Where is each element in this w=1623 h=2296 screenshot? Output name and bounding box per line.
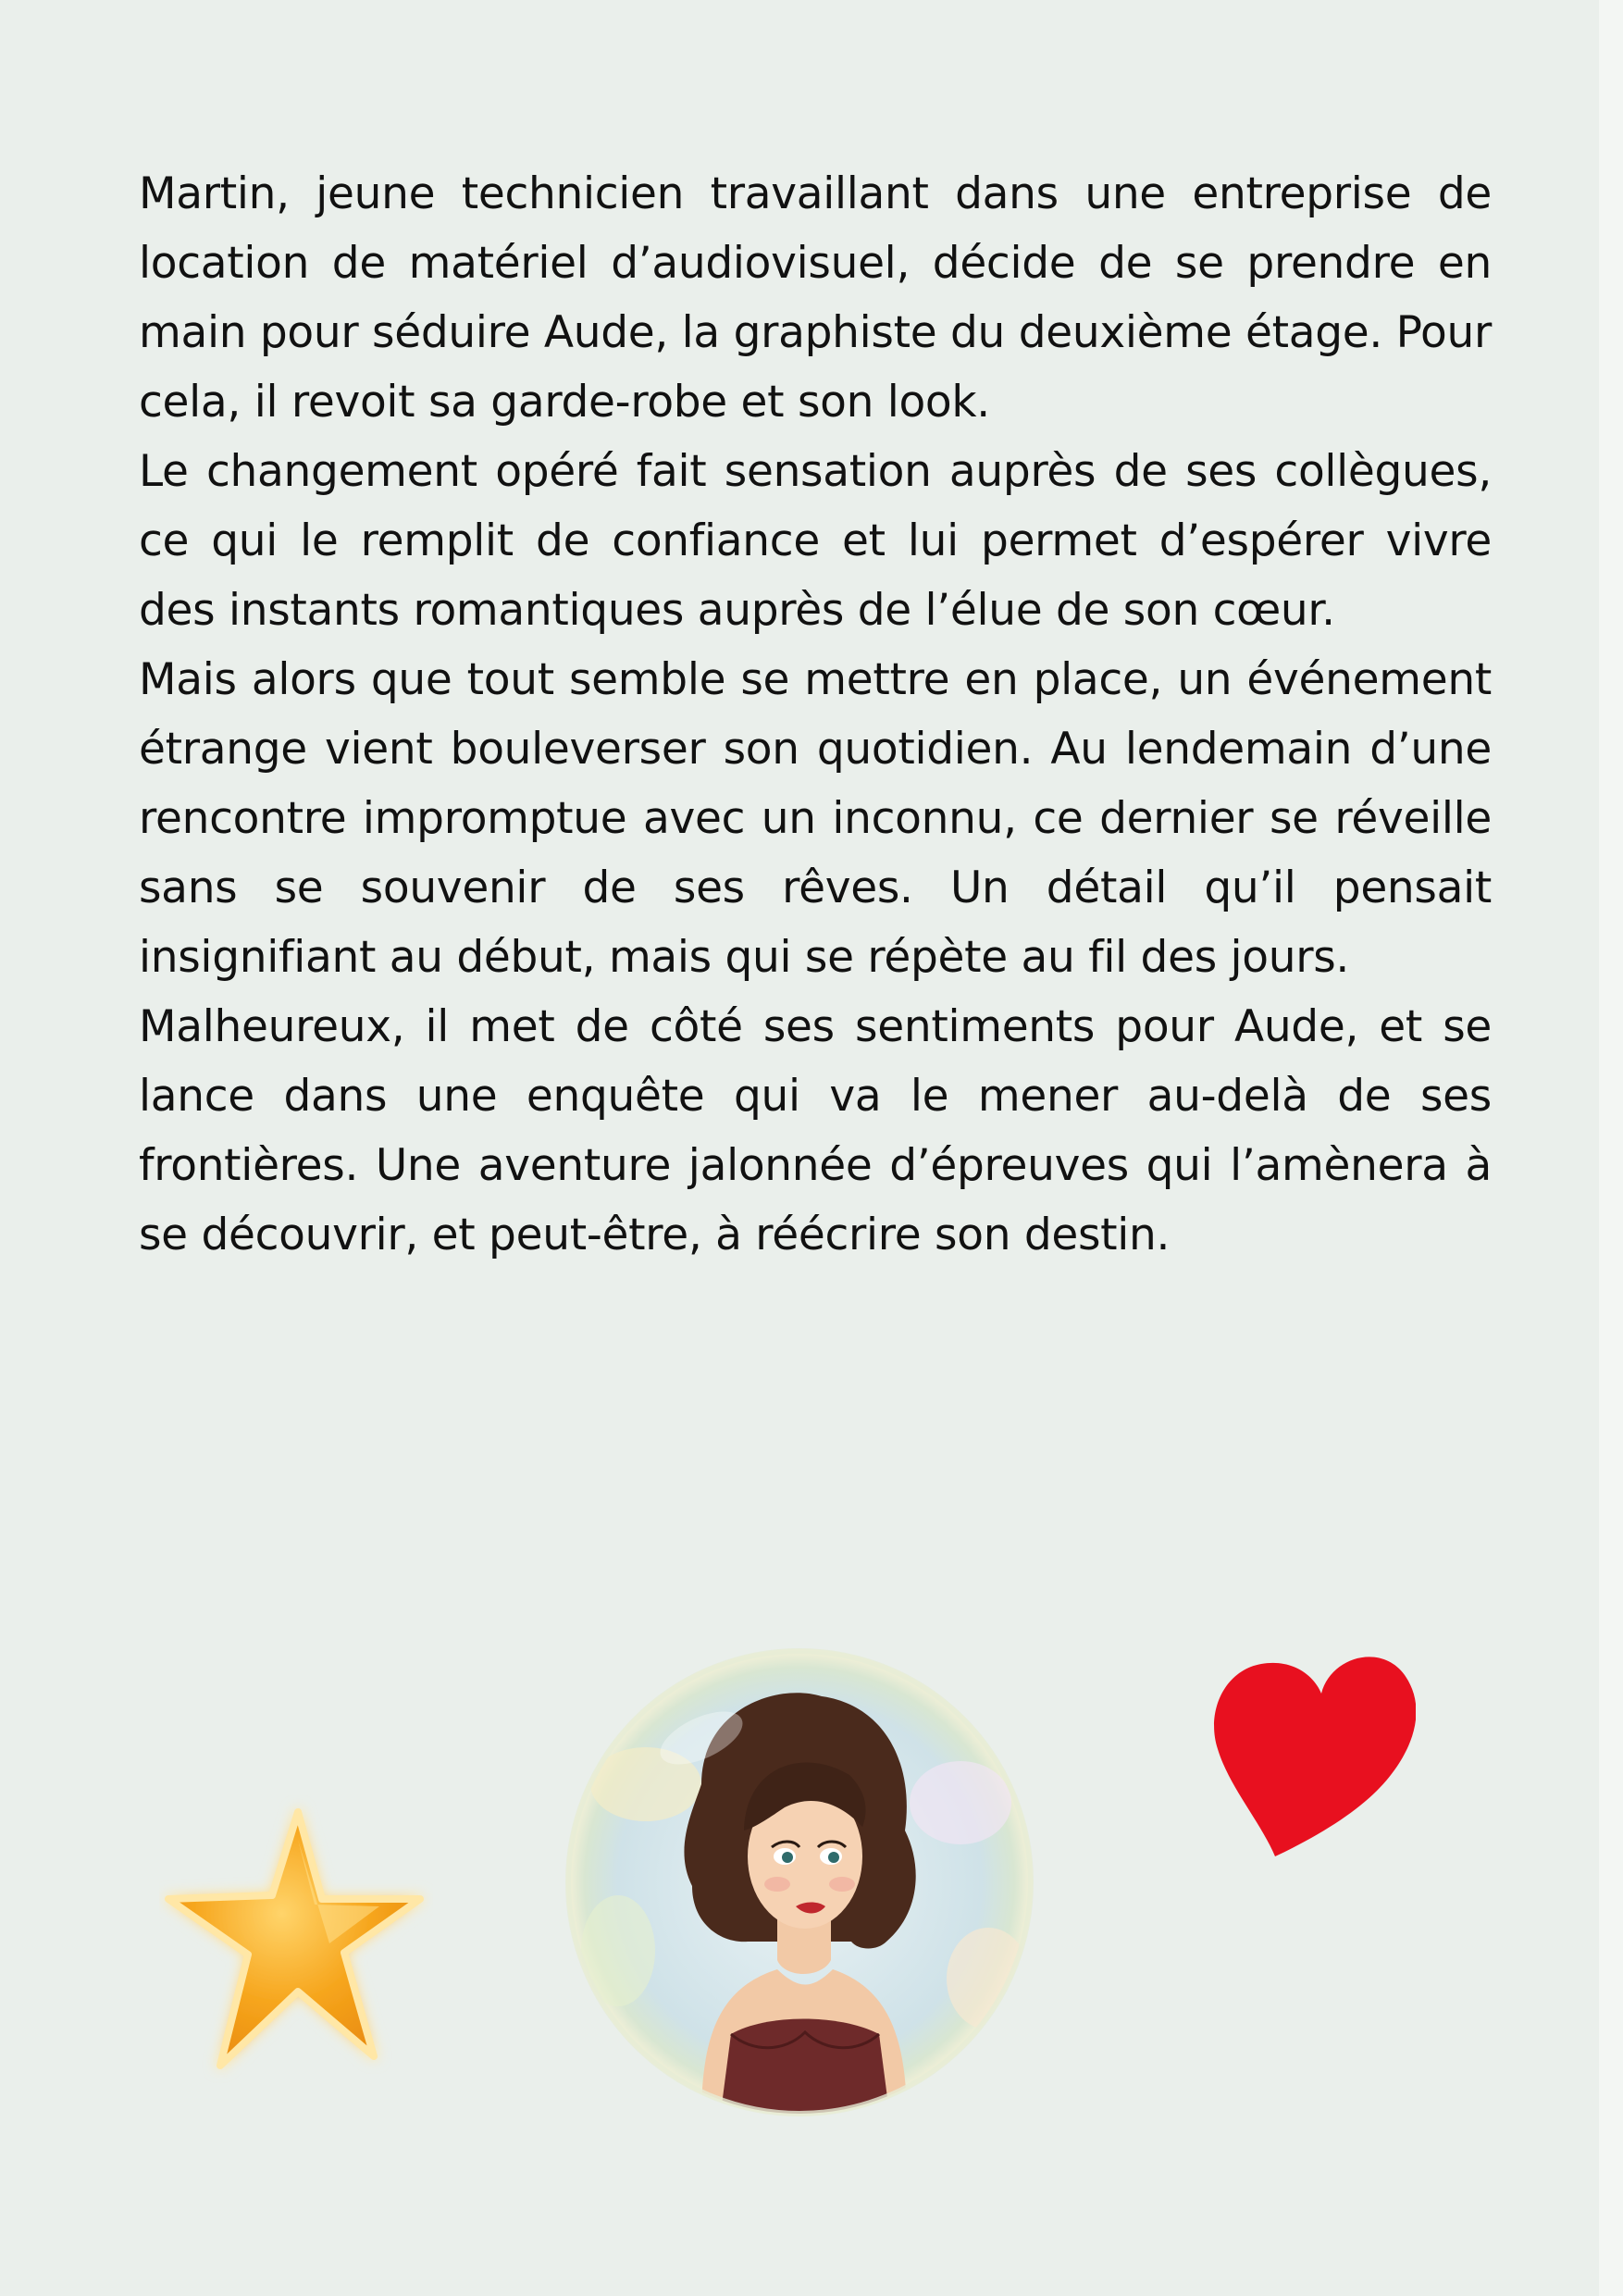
- heart-icon: [1210, 1638, 1416, 1856]
- portrait-bubble: [563, 1645, 1036, 2119]
- blurb-paragraph-3: Mais alors que tout semble se mettre en place, un événement étrange vient bouleverser son quotidien. Au lendemain d’une rencontre impromptue avec un inconnu, ce dernier se réveille sans se souvenir de ses rêves. Un détail qu’il pensait insignifiant au début, mais qui se répète au fil des jours.: [139, 654, 1492, 983]
- page-edge-strip: [1599, 0, 1623, 2296]
- heart-shape: [1214, 1657, 1416, 1856]
- blurb-paragraph-4: Malheureux, il met de côté ses sentiments pour Aude, et se lance dans une enquête qui va le mener au-delà de ses frontières. Une aventure jalonnée d’épreuves qui l’amènera à se découvrir, et peut-être, à réécrire son destin.: [139, 1001, 1492, 1260]
- star-shape: [168, 1812, 420, 2066]
- blurb-paragraph-2: Le changement opéré fait sensation auprès de ses collègues, ce qui le remplit de confiance et lui permet d’espérer vivre des instants romantiques auprès de l’élue de son cœur.: [139, 446, 1492, 636]
- blurb-paragraph-1: Martin, jeune technicien travaillant dans une entreprise de location de matériel d’audiovisuel, décide de se prendre en main pour séduire Aude, la graphiste du deuxième étage. Pour cela, il revoit sa garde-robe et son look.: [139, 168, 1492, 428]
- star-icon: [159, 1795, 433, 2084]
- back-cover-blurb: [139, 159, 1492, 1270]
